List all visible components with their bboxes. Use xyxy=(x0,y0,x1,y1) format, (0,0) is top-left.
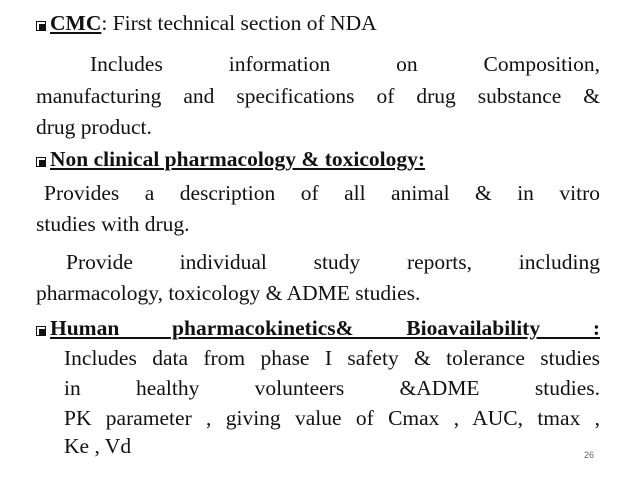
nonclinical-line-3: Provide individual study reports, including xyxy=(66,250,600,274)
nonclinical-line-4: pharmacology, toxicology & ADME studies. xyxy=(36,281,421,305)
checkbox-bullet-icon xyxy=(36,157,46,167)
checkbox-bullet-icon xyxy=(36,326,46,336)
cmc-line-1: Includes information on Composition, xyxy=(90,52,600,76)
checkbox-bullet-icon xyxy=(36,21,46,31)
human-line-3: PK parameter , giving value of Cmax , AUC, tmax , xyxy=(64,406,600,430)
human-line-1: Includes data from phase I safety & tolerance studies xyxy=(64,346,600,370)
cmc-heading-rest: : First technical section of NDA xyxy=(101,11,377,35)
cmc-label: CMC xyxy=(50,11,102,35)
nonclinical-line-2: studies with drug. xyxy=(36,212,190,236)
human-heading xyxy=(36,315,600,341)
nonclinical-heading-text: Non clinical pharmacology & toxicology: xyxy=(50,147,426,171)
human-line-2: in healthy volunteers &ADME studies. xyxy=(64,376,600,400)
cmc-heading xyxy=(36,10,600,36)
human-heading-text: Human pharmacokinetics& Bioavailability : xyxy=(50,316,600,340)
cmc-line-2: manufacturing and specifications of drug substance & xyxy=(36,84,600,108)
nonclinical-heading xyxy=(36,146,600,172)
human-line-4: Ke , Vd xyxy=(64,434,132,458)
nonclinical-line-1: Provides a description of all animal & in vitro xyxy=(44,181,600,205)
cmc-line-3: drug product. xyxy=(36,115,152,139)
page-number: 26 xyxy=(584,450,595,460)
